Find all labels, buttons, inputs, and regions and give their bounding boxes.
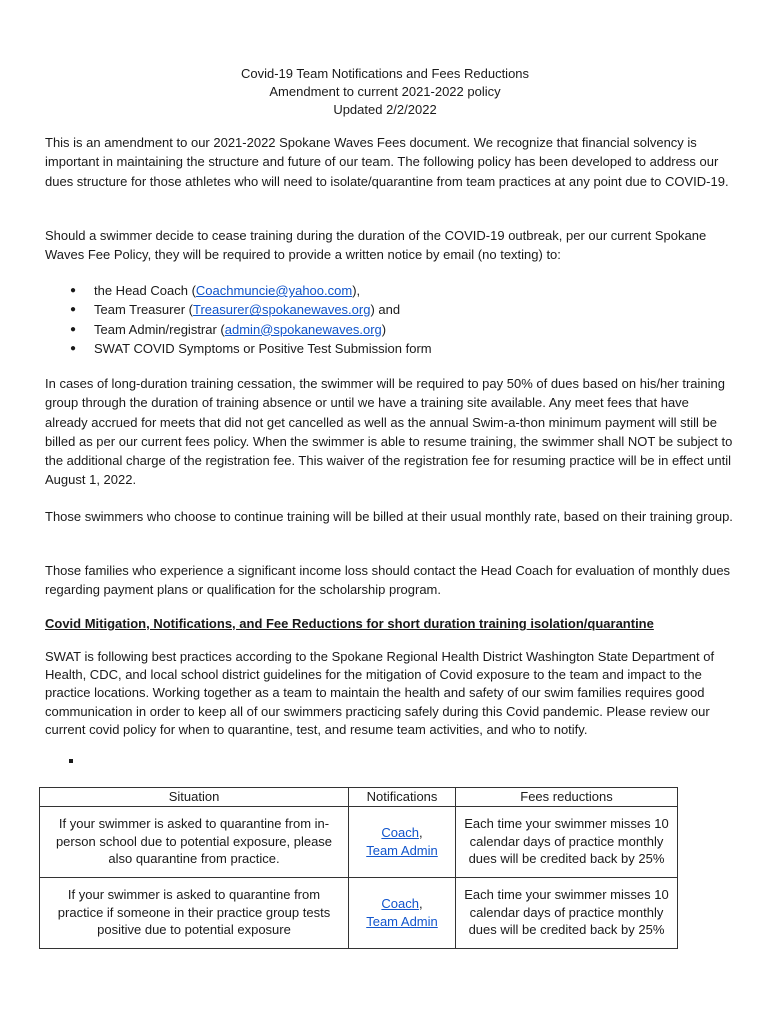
income-loss-paragraph: Those families who experience a significant income loss should contact the Head Coach for evaluation of monthly dues regarding payment plans or qualification for the scholarship program. <box>45 563 731 598</box>
list-item-treasurer: ● Team Treasurer (Treasurer@spokanewaves.org) and <box>70 300 432 319</box>
list-item-submission-form: ● SWAT COVID Symptoms or Positive Test Submission form <box>70 339 432 358</box>
notifications-cell: Coach, Team Admin <box>349 877 456 948</box>
notice-paragraph: Should a swimmer decide to cease training during the duration of the COVID-19 outbreak, per our current Spokane Waves Fee Policy, they will be required to provide a written notice by email (no texting) to: <box>45 228 707 263</box>
coach-link[interactable]: Coach <box>381 896 419 911</box>
list-item-admin: ● Team Admin/registrar (admin@spokanewaves.org) <box>70 320 432 339</box>
table-header-row <box>40 788 678 807</box>
situation-cell: If your swimmer is asked to quarantine from in-person school due to potential exposure, please also quarantine from practice. <box>40 806 349 877</box>
doc-title: Covid-19 Team Notifications and Fees Reductions <box>240 66 530 81</box>
fees-cell: Each time your swimmer misses 10 calendar days of practice monthly dues will be credited back by 25% <box>456 806 678 877</box>
intro-paragraph: This is an amendment to our 2021-2022 Spokane Waves Fees document. We recognize that financial solvency is important in maintaining the structure and future of our team. The following policy has been developed to address our dues structure for those athletes who will need to isolate/quarantine from team practices at any point due to COVID-19. <box>45 135 729 189</box>
notifications-cell: Coach, Team Admin <box>349 806 456 877</box>
mitigation-paragraph: SWAT is following best practices according to the Spokane Regional Health District Washington State Department of Health, CDC, and local school district guidelines for the mitigation of Covid exposure to the team and impact to the practice locations. Working together as a team to maintain the health and safety of our swim families requires good communication in order to keep all of our swimmers practicing safely during this Covid pandemic. Please review our current covid policy for when to quarantine, test, and resume team activities, and who to notify. <box>45 649 715 737</box>
list-item-head-coach: ● the Head Coach (Coachmuncie@yahoo.com), <box>70 281 432 300</box>
admin-email-link[interactable]: admin@spokanewaves.org <box>224 321 382 337</box>
empty-bullet-marker <box>69 759 73 763</box>
situation-cell: If your swimmer is asked to quarantine from practice if someone in their practice group tests positive due to potential exposure <box>40 877 349 948</box>
treasurer-email-link[interactable]: Treasurer@spokanewaves.org <box>192 302 371 318</box>
head-coach-email-link[interactable]: Coachmuncie@yahoo.com <box>195 283 353 298</box>
fees-table <box>39 787 678 949</box>
table-row <box>40 877 678 948</box>
doc-subtitle: Amendment to current 2021-2022 policy <box>269 84 501 99</box>
header-notifications: Notifications <box>349 788 456 807</box>
long-duration-paragraph: In cases of long-duration training cessation, the swimmer will be required to pay 50% of dues based on his/her training group through the duration of training absence or until we have a training site available. Any meet fees that have already accrued for meets that did not get cancelled as well as the annual Swim-a-thon minimum payment will still be billed as per our current fees policy. When the swimmer is able to resume training, the swimmer shall NOT be subject to the additional charge of the registration fee. This waiver of the registration fee for resuming practice will be in effect until August 1, 2022. <box>45 376 733 488</box>
fees-cell: Each time your swimmer misses 10 calendar days of practice monthly dues will be credited back by 25% <box>456 877 678 948</box>
continue-training-paragraph: Those swimmers who choose to continue training will be billed at their usual monthly rate, based on their training group. <box>45 509 733 524</box>
table-row <box>40 806 678 877</box>
doc-updated-date: Updated 2/2/2022 <box>333 102 437 117</box>
coach-link[interactable]: Coach <box>381 825 419 840</box>
section-heading: Covid Mitigation, Notifications, and Fee Reductions for short duration training isolation/quarantine <box>45 616 654 631</box>
contact-list <box>70 281 432 358</box>
header-fees-reductions: Fees reductions <box>456 788 678 807</box>
header-situation: Situation <box>40 788 349 807</box>
team-admin-link[interactable]: Team Admin <box>366 913 438 929</box>
team-admin-link[interactable]: Team Admin <box>366 842 438 858</box>
